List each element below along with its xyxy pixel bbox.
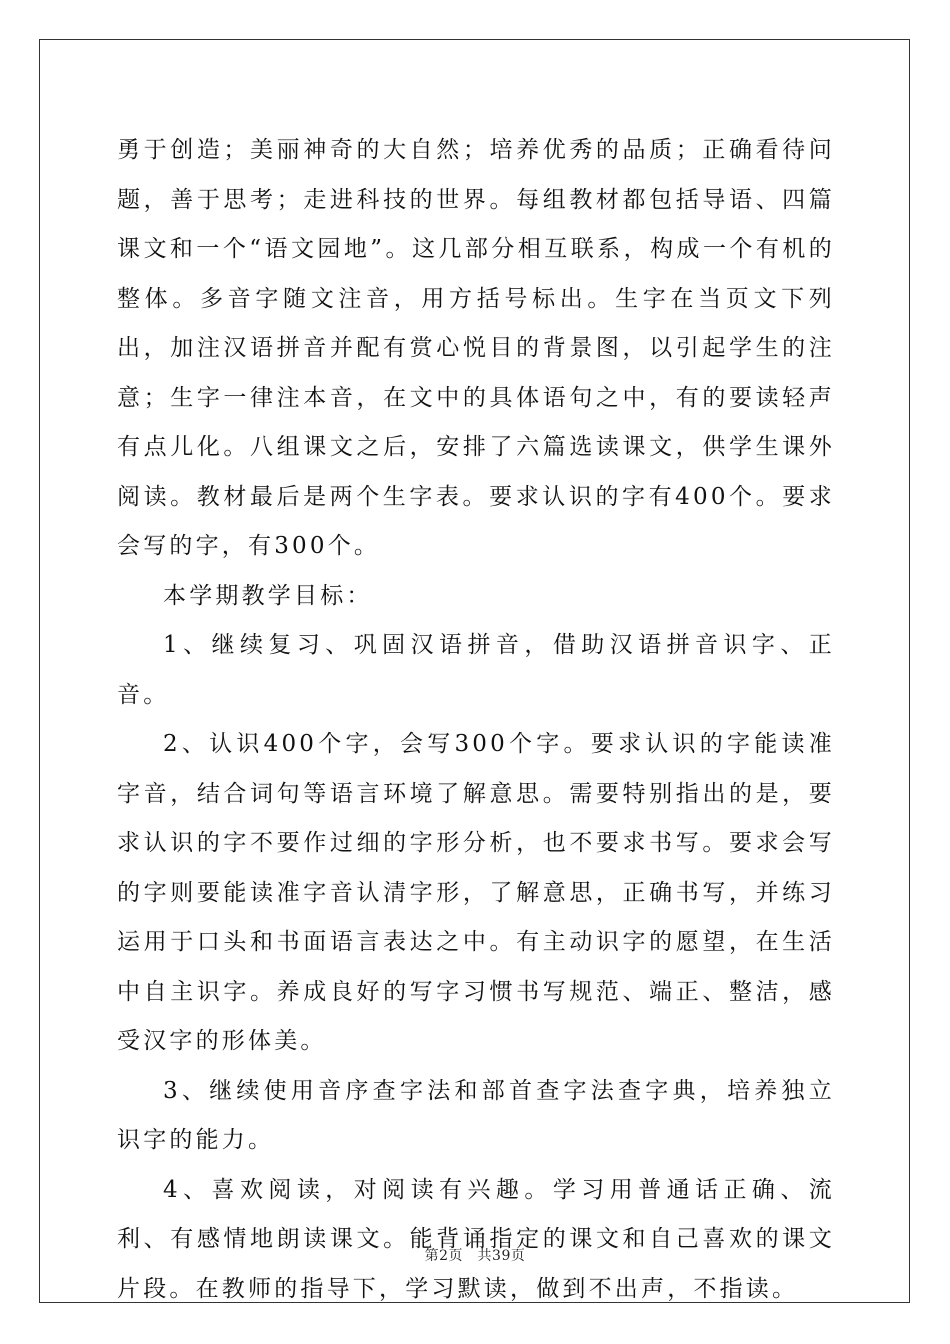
page-footer [0, 1245, 950, 1265]
document-body [117, 126, 835, 1314]
page-number-label: 第2页 共39页 [424, 1248, 526, 1264]
paragraph-2: 本学期教学目标： [163, 582, 373, 609]
paragraph-4: 2、认识400个字，会写300个字。要求认识的字能读准字音，结合词句等语言环境了解意思。需要特别指出的是，要求认识的字不要作过细的字形分析，也不要求书写。要求会写的字则要能读准字音认清字形，了解意思，正确书写，并练习运用于口头和书面语言表达之中。有主动识字的愿望，在生活中自主识字。养成良好的写字习惯书写规范、端正、整洁，感受汉字的形体美。 [117, 731, 835, 1054]
paragraph-1: 勇于创造；美丽神奇的大自然；培养优秀的品质；正确看待问题，善于思考；走进科技的世界。每组教材都包括导语、四篇课文和一个“语文园地”。这几部分相互联系，构成一个有机的整体。多音字随文注音，用方括号标出。生字在当页文下列出，加注汉语拼音并配有赏心悦目的背景图，以引起学生的注意；生字一律注本音，在文中的具体语句之中，有的要读轻声有点儿化。八组课文之后，安排了六篇选读课文，供学生课外阅读。教材最后是两个生字表。要求认识的字有400个。要求会写的字，有300个。 [117, 137, 835, 559]
paragraph-5: 3、继续使用音序查字法和部首查字法查字典，培养独立识字的能力。 [117, 1077, 835, 1153]
paragraph-6: 4、喜欢阅读，对阅读有兴趣。学习用普通话正确、流利、有感情地朗读课文。能背诵指定的课文和自己喜欢的课文片段。在教师的指导下，学习默读，做到不出声，不指读。 [117, 1176, 835, 1302]
paragraph-3: 1、继续复习、巩固汉语拼音，借助汉语拼音识字、正音。 [117, 632, 835, 708]
